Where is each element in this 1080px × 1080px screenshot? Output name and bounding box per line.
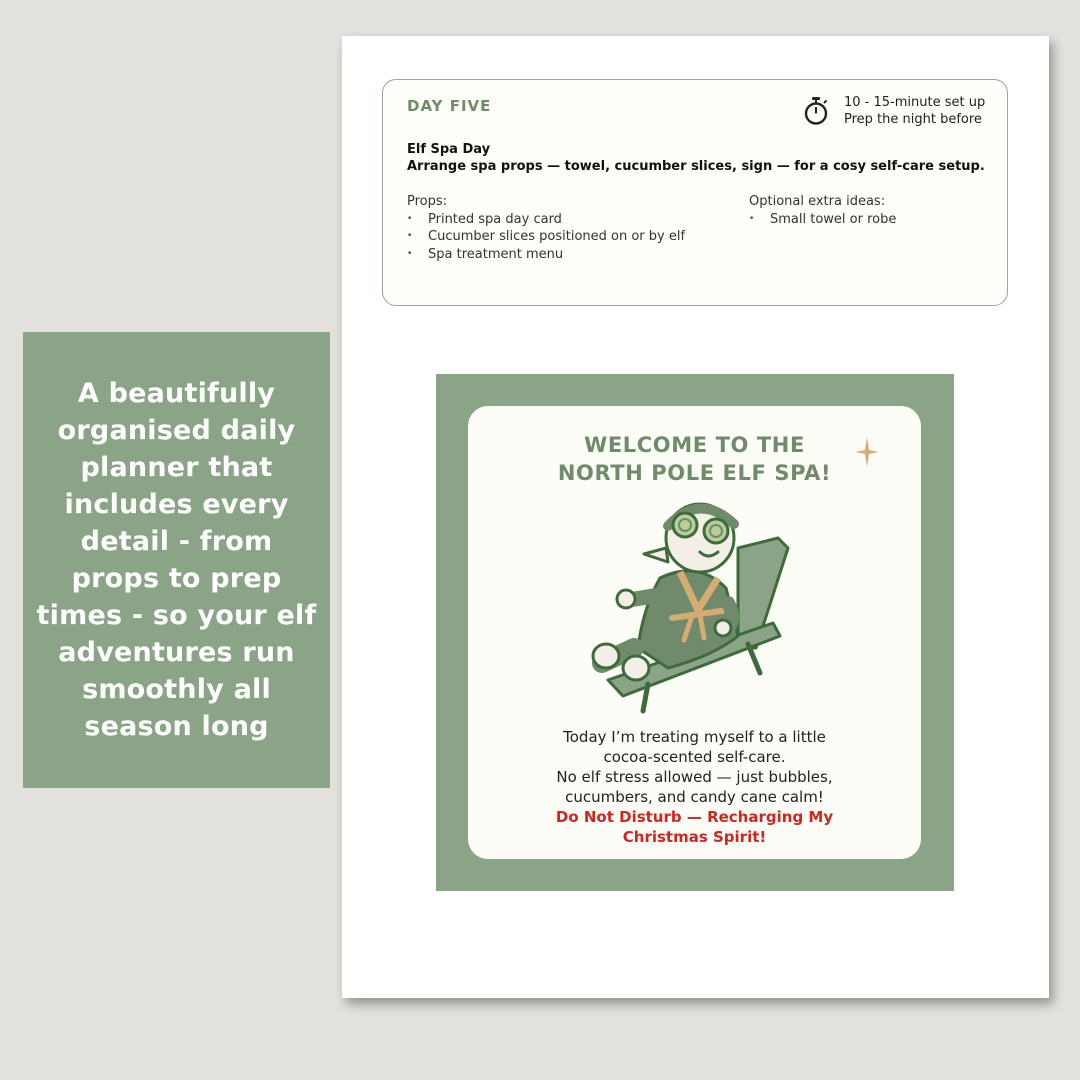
sparkle-icon	[854, 436, 880, 468]
day-title: DAY FIVE	[407, 97, 492, 115]
promo-panel	[23, 332, 330, 788]
props-section	[407, 193, 685, 263]
promo-line: adventures run	[58, 637, 295, 668]
props-label: Props:	[407, 194, 448, 209]
day-card	[382, 79, 1008, 306]
spa-message	[468, 727, 921, 807]
props-list	[407, 211, 685, 264]
extras-label: Optional extra ideas:	[749, 194, 886, 209]
elf-spa-illustration	[588, 498, 798, 716]
promo-line: detail - from	[80, 526, 273, 557]
promo-line: A beautifully	[77, 378, 276, 409]
stopwatch-icon	[802, 96, 830, 126]
planner-page	[342, 36, 1049, 998]
spa-heading-line: NORTH POLE ELF SPA!	[557, 461, 832, 485]
props-item: • Printed spa day card	[407, 211, 685, 229]
props-item: • Cucumber slices positioned on or by elf	[407, 228, 685, 246]
props-item: • Spa treatment menu	[407, 246, 685, 264]
extras-item: • Small towel or robe	[749, 211, 896, 229]
promo-line: organised daily	[57, 415, 296, 446]
spa-message-line: No elf stress allowed — just bubbles,	[556, 768, 833, 786]
promo-line: times - so your elf	[36, 600, 317, 631]
spa-heading-line: WELCOME TO THE	[584, 433, 805, 457]
extras-section	[749, 193, 896, 228]
promo-line: includes every	[64, 489, 289, 520]
promo-line: season long	[84, 711, 269, 742]
alert-line: Christmas Spirit!	[622, 828, 767, 846]
extras-list	[749, 211, 896, 229]
spa-message-line: cocoa-scented self-care.	[603, 748, 786, 766]
alert-line: Do Not Disturb — Recharging My	[555, 808, 834, 826]
activity-title: Elf Spa Day	[407, 142, 491, 157]
spa-message-line: cucumbers, and candy cane calm!	[565, 788, 824, 806]
promo-line: props to prep	[71, 563, 282, 594]
prep-note: Prep the night before	[844, 112, 982, 127]
promo-line: smoothly all	[82, 674, 271, 705]
activity-description: Arrange spa props — towel, cucumber slices, sign — for a cosy self-care setup.	[407, 159, 985, 174]
timing-info	[844, 94, 985, 128]
setup-time: 10 - 15-minute set up	[844, 95, 986, 110]
spa-sign-frame	[436, 374, 954, 891]
promo-text	[37, 375, 317, 745]
spa-message-line: Today I’m treating myself to a little	[563, 728, 826, 746]
promo-line: planner that	[80, 452, 273, 483]
do-not-disturb-notice	[468, 807, 921, 847]
spa-sign-card	[468, 406, 921, 859]
